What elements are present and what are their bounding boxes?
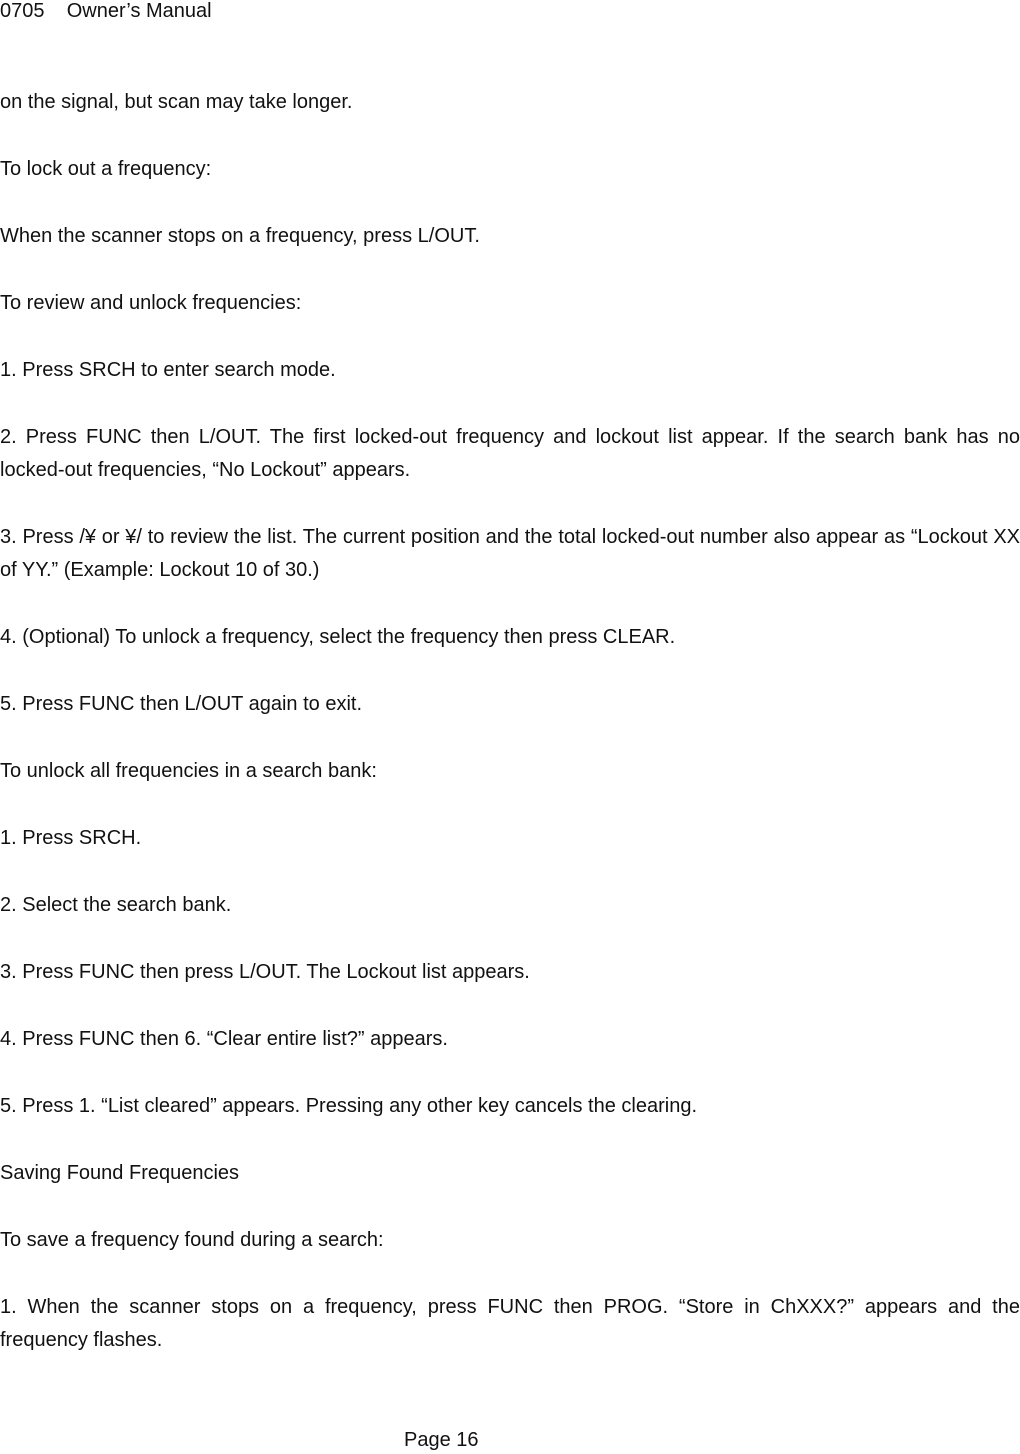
section-heading: Saving Found Frequencies bbox=[0, 1162, 240, 1184]
paragraph: 3. Press /¥ or ¥/ to review the list. The current position and the total locked-out number also appear as “Lockout XX of YY.” (Example: Lockout 10 of 30.) bbox=[0, 526, 1020, 581]
doc-title: Owner’s Manual bbox=[66, 0, 212, 22]
paragraph: To save a frequency found during a search: bbox=[0, 1229, 384, 1251]
paragraph: To review and unlock frequencies: bbox=[0, 292, 302, 314]
page-number: Page 16 bbox=[404, 1429, 479, 1451]
paragraph: To unlock all frequencies in a search bank: bbox=[0, 760, 377, 782]
doc-number: 0705 bbox=[0, 0, 45, 22]
paragraph: on the signal, but scan may take longer. bbox=[0, 91, 353, 113]
paragraph: 5. Press FUNC then L/OUT again to exit. bbox=[0, 693, 363, 715]
paragraph: When the scanner stops on a frequency, press L/OUT. bbox=[0, 225, 480, 247]
paragraph: 1. When the scanner stops on a frequency, press FUNC then PROG. “Store in ChXXX?” appears and the frequency flashes. bbox=[0, 1296, 1020, 1351]
paragraph: 2. Select the search bank. bbox=[0, 894, 232, 916]
page-body bbox=[0, 86, 1020, 1391]
paragraph: 5. Press 1. “List cleared” appears. Pressing any other key cancels the clearing. bbox=[0, 1095, 698, 1117]
paragraph: 1. Press SRCH. bbox=[0, 827, 142, 849]
paragraph: 4. (Optional) To unlock a frequency, select the frequency then press CLEAR. bbox=[0, 626, 676, 648]
paragraph: To lock out a frequency: bbox=[0, 158, 212, 180]
paragraph: 3. Press FUNC then press L/OUT. The Lockout list appears. bbox=[0, 961, 530, 983]
paragraph: 4. Press FUNC then 6. “Clear entire list?” appears. bbox=[0, 1028, 448, 1050]
page-header bbox=[0, 0, 212, 22]
paragraph: 2. Press FUNC then L/OUT. The first locked-out frequency and lockout list appear. If the search bank has no locked-out frequencies, “No Lockout” appears. bbox=[0, 426, 1020, 481]
paragraph: 1. Press SRCH to enter search mode. bbox=[0, 359, 336, 381]
